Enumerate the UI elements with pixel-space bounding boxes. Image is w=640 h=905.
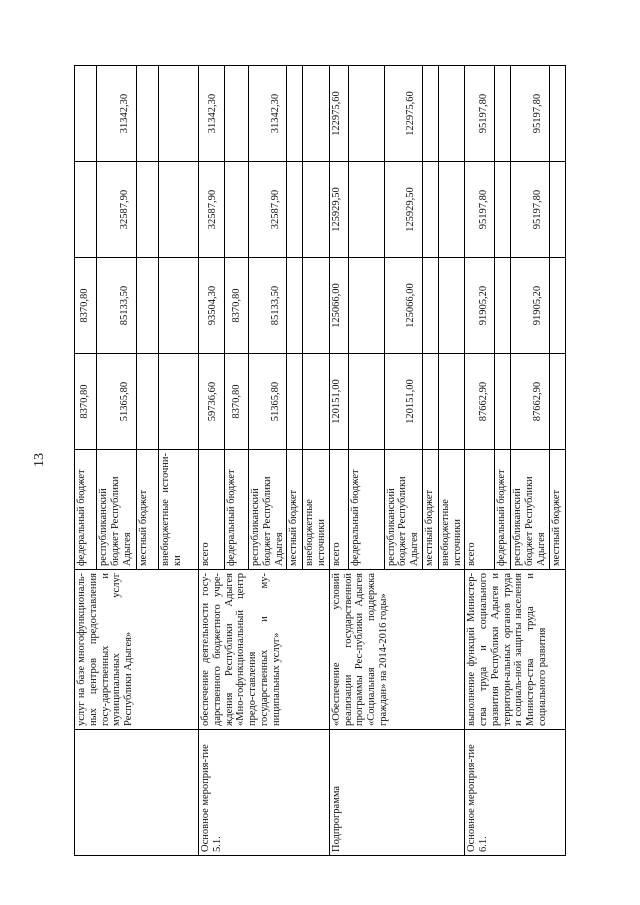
table-cell: 32587,90 — [199, 162, 225, 258]
table-cell: 95197,80 — [465, 162, 495, 258]
table-cell: 32587,90 — [249, 162, 287, 258]
table-cell — [422, 354, 438, 450]
table-cell: республиканский бюджет Республики Адыгея — [384, 450, 422, 570]
table-cell — [495, 66, 511, 162]
table-cell: 125929,50 — [384, 162, 422, 258]
table-cell — [75, 66, 97, 162]
table-cell — [348, 258, 384, 354]
table-cell: Подпрограмма — [329, 730, 465, 856]
table-cell: 8370,80 — [75, 258, 97, 354]
table-cell — [303, 354, 330, 450]
table-cell — [348, 162, 384, 258]
table-cell: 91905,20 — [511, 258, 549, 354]
table-cell: 120151,00 — [329, 354, 348, 450]
table-cell: Основное мероприя-тие 6.1. — [465, 730, 565, 856]
table-cell: 91905,20 — [465, 258, 495, 354]
table-cell: 51365,80 — [97, 354, 137, 450]
table-cell: 51365,80 — [249, 354, 287, 450]
table-cell — [137, 66, 159, 162]
table-cell: выполнение функций Министер-ства труда и социального развития Республики Адыгея и территори-альных органов труда и социаль-ной защиты населения Министер-ства труда и социального развития — [465, 570, 565, 730]
table-cell: внебюджетные источники — [438, 450, 465, 570]
table-cell — [225, 66, 249, 162]
table-cell — [225, 162, 249, 258]
table-cell: республиканский бюджет Республики Адыгея — [97, 450, 137, 570]
table-cell — [303, 258, 330, 354]
table-cell: федеральный бюджет — [348, 450, 384, 570]
table-cell — [159, 258, 199, 354]
table-cell: 95197,80 — [511, 162, 549, 258]
table-cell — [438, 354, 465, 450]
budget-table — [74, 65, 566, 856]
table-cell: 59736,60 — [199, 354, 225, 450]
table-cell: 125066,00 — [384, 258, 422, 354]
table-cell — [303, 66, 330, 162]
table-cell — [422, 258, 438, 354]
table-cell: 8370,80 — [225, 258, 249, 354]
table-cell — [438, 258, 465, 354]
table-cell: 8370,80 — [75, 354, 97, 450]
table-cell — [422, 66, 438, 162]
table-cell — [287, 162, 303, 258]
table-cell — [549, 258, 565, 354]
table-cell: 87662,90 — [511, 354, 549, 450]
table-cell — [159, 162, 199, 258]
table-cell: всего — [465, 450, 495, 570]
table-cell: федеральный бюджет — [495, 450, 511, 570]
table-cell — [287, 354, 303, 450]
table-cell: 32587,90 — [97, 162, 137, 258]
table-cell: 85133,50 — [97, 258, 137, 354]
table-cell: 87662,90 — [465, 354, 495, 450]
table-cell — [348, 354, 384, 450]
table-cell — [137, 354, 159, 450]
table-cell: республиканский бюджет Республики Адыгея — [249, 450, 287, 570]
table-cell: услуг на базе многофункциональ-ных центров предоставления госу-дарственных и муниципальных услуг Республики Адыгея» — [75, 570, 199, 730]
table-cell — [137, 162, 159, 258]
rotated-table-container — [74, 66, 562, 856]
table-cell — [438, 66, 465, 162]
table-cell — [422, 162, 438, 258]
page-number: 13 — [32, 453, 47, 467]
table-cell: 8370,80 — [225, 354, 249, 450]
table-cell: 95197,80 — [511, 66, 549, 162]
table-cell: внебюджетные источники — [303, 450, 330, 570]
table-cell: всего — [329, 450, 348, 570]
table-cell: «Обеспечение условий реализации государственной программы Рес-публики Адыгея «Социальная поддержка граждан» на 2014-2016 годы» — [329, 570, 465, 730]
table-cell: 125066,00 — [329, 258, 348, 354]
table-cell: 31342,30 — [199, 66, 225, 162]
table-cell: федеральный бюджет — [225, 450, 249, 570]
table-cell — [137, 258, 159, 354]
table-cell — [287, 258, 303, 354]
table-cell — [549, 162, 565, 258]
table-cell: 122975,60 — [329, 66, 348, 162]
table-cell: местный бюджет — [287, 450, 303, 570]
table-cell: 85133,50 — [249, 258, 287, 354]
table-cell: местный бюджет — [422, 450, 438, 570]
table-cell — [75, 730, 199, 856]
table-cell — [438, 162, 465, 258]
table-cell: 125929,50 — [329, 162, 348, 258]
table-cell: 31342,30 — [97, 66, 137, 162]
table-cell — [287, 66, 303, 162]
table-cell — [159, 66, 199, 162]
table-cell: федеральный бюджет — [75, 450, 97, 570]
table-cell: республиканский бюджет Республики Адыгея — [511, 450, 549, 570]
table-cell — [549, 66, 565, 162]
table-cell — [495, 258, 511, 354]
table-cell — [303, 162, 330, 258]
table-cell — [348, 66, 384, 162]
table-cell: местный бюджет — [549, 450, 565, 570]
table-cell: обеспечение деятельности госу-дарственного бюджетного учре-ждения Республики Адыгея «Мно-гофункциональный центр предо-ставления государственных и му-ниципальных услуг» — [199, 570, 330, 730]
table-cell: Основное мероприя-тие 5.1. — [199, 730, 330, 856]
table-cell — [495, 162, 511, 258]
table-cell: 95197,80 — [465, 66, 495, 162]
table-cell — [549, 354, 565, 450]
table-cell: 31342,30 — [249, 66, 287, 162]
table-cell — [495, 354, 511, 450]
table-cell: всего — [199, 450, 225, 570]
table-cell: местный бюджет — [137, 450, 159, 570]
table-cell — [75, 162, 97, 258]
table-cell: 93504,30 — [199, 258, 225, 354]
table-cell: 120151,00 — [384, 354, 422, 450]
table-cell — [159, 354, 199, 450]
table-cell: 122975,60 — [384, 66, 422, 162]
table-cell: внебюджетные источни-ки — [159, 450, 199, 570]
